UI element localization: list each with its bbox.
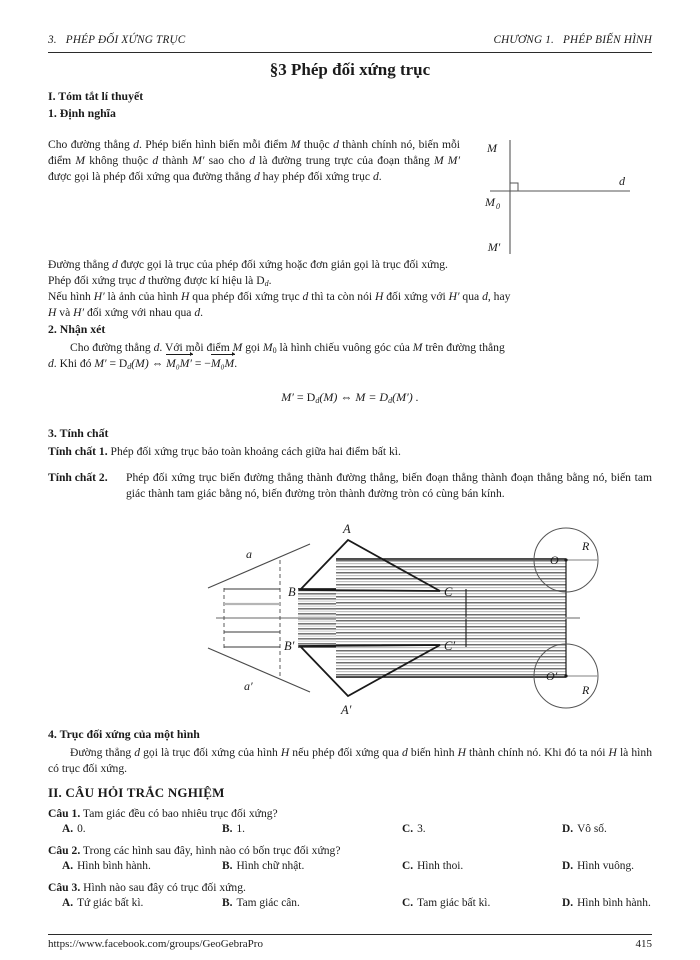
option-1-B-key: B. bbox=[222, 823, 233, 835]
rem-eq-dot: . bbox=[234, 357, 238, 370]
option-1-D-value: Vô số. bbox=[577, 823, 607, 835]
note2-sub: d bbox=[264, 279, 269, 288]
eq-p4: (M) ⇔ M = D bbox=[319, 390, 389, 404]
label-M0: M bbox=[485, 195, 495, 209]
heading-properties: 3. Tính chất bbox=[48, 426, 109, 440]
note2-t1: Phép đối xứng trục bbox=[48, 274, 140, 287]
question-1-text: Tam giác đều có bao nhiêu trục đối xứng? bbox=[82, 807, 278, 820]
property-1 bbox=[48, 444, 652, 460]
center-dot-O-prime bbox=[564, 674, 567, 677]
label-a: a bbox=[246, 547, 252, 561]
label-R-upper: R bbox=[582, 539, 590, 553]
rem-M0-sub: 0 bbox=[272, 346, 277, 355]
def-t11: . bbox=[378, 170, 382, 184]
def-d3: d bbox=[152, 154, 159, 168]
remark-line-2 bbox=[48, 356, 652, 375]
eq-p3: d bbox=[315, 396, 320, 405]
right-angle-marker bbox=[510, 183, 518, 191]
property-2-text: Phép đối xứng trục biến đường thẳng thành đường thẳng, biến đoạn thẳng thành đoạn thẳng bằng nó, biến tam giác thành tam giác bằng nó, biến đường tròn thành đường tròn có cùng bán kính. bbox=[126, 471, 652, 501]
note3-t1: Nếu hình bbox=[48, 290, 94, 303]
definition-paragraph bbox=[48, 137, 460, 186]
option-3-C[interactable] bbox=[402, 897, 562, 909]
option-1-D[interactable] bbox=[562, 823, 607, 835]
note-line-1 bbox=[48, 257, 652, 273]
def-d6: d bbox=[372, 170, 379, 184]
label-A-prime: A′ bbox=[341, 703, 352, 717]
heading-axis-of-symmetry: 4. Trục đối xứng của một hình bbox=[48, 727, 200, 741]
running-head-right: CHƯƠNG 1. PHÉP BIẾN HÌNH bbox=[493, 34, 652, 46]
label-M: M bbox=[487, 141, 497, 155]
def-M1: M bbox=[290, 138, 301, 151]
page-number: 415 bbox=[635, 938, 652, 950]
question-3-options bbox=[62, 897, 652, 909]
label-M0-subscript: 0 bbox=[496, 202, 500, 211]
ax-H3: H bbox=[608, 746, 617, 759]
ax-d: d bbox=[134, 746, 141, 759]
note3-d: d bbox=[302, 290, 309, 303]
property-1-text: Phép đối xứng trục bảo toàn khoảng cách giữa hai điểm bất kì. bbox=[110, 445, 401, 458]
definition-figure bbox=[472, 136, 652, 258]
option-2-A-key: A. bbox=[62, 860, 74, 872]
question-2 bbox=[48, 843, 340, 859]
note3-H2: H bbox=[374, 290, 384, 303]
label-O-prime: O′ bbox=[546, 669, 558, 683]
ax-t4: biến hình bbox=[407, 746, 458, 759]
note3-Hp: H′ bbox=[93, 290, 105, 303]
option-1-A-key: A. bbox=[62, 823, 74, 835]
def-MM: M M′ bbox=[433, 154, 460, 168]
note4-t2: đối xứng với nhau qua bbox=[84, 306, 195, 319]
rem-eq-eq2: = − bbox=[191, 357, 211, 370]
option-3-C-value: Tam giác bất kì. bbox=[417, 897, 491, 909]
label-B-prime: B′ bbox=[284, 639, 295, 653]
note4-H3: H bbox=[48, 306, 57, 319]
note4-t3: . bbox=[200, 306, 204, 319]
property-1-label: Tính chất 1. bbox=[48, 445, 108, 458]
label-a-prime: a′ bbox=[244, 679, 253, 693]
rem-eq-Mp: M′ bbox=[94, 357, 107, 370]
line-a-prime bbox=[208, 648, 310, 692]
note2-t2: thường được kí hiệu là D bbox=[145, 274, 265, 287]
question-3-text: Hình nào sau đây có trục đối xứng. bbox=[83, 881, 246, 894]
header-rule bbox=[48, 52, 652, 53]
def-d1: d bbox=[133, 138, 139, 151]
rem-M0: M bbox=[262, 341, 273, 354]
option-3-D[interactable] bbox=[562, 897, 651, 909]
rem-M2: M bbox=[412, 341, 423, 354]
option-2-D-key: D. bbox=[562, 860, 574, 872]
rem-t1: Cho đường thẳng bbox=[70, 341, 154, 354]
note3-t6: qua bbox=[459, 290, 483, 303]
def-d2: d bbox=[333, 138, 339, 151]
def-t6: thành bbox=[158, 154, 193, 168]
label-A: A bbox=[343, 522, 351, 536]
option-2-A[interactable] bbox=[62, 860, 222, 872]
option-3-C-key: C. bbox=[402, 897, 414, 909]
def-t7: sao cho bbox=[204, 154, 250, 168]
option-1-C-value: 3. bbox=[417, 823, 426, 835]
option-2-B-value: Hình chữ nhật. bbox=[236, 860, 305, 872]
label-d: d bbox=[619, 174, 625, 188]
def-t3: thuộc bbox=[300, 138, 334, 151]
label-M-prime: M′ bbox=[487, 240, 501, 254]
eq-p6: (M′) . bbox=[392, 390, 419, 404]
option-3-D-value: Hình bình hành. bbox=[577, 897, 651, 909]
property-2 bbox=[48, 470, 652, 503]
note2-t3: . bbox=[268, 274, 272, 287]
page-title: §3 Phép đối xứng trục bbox=[269, 60, 431, 79]
option-3-B[interactable] bbox=[222, 897, 402, 909]
question-3-label: Câu 3. bbox=[48, 881, 81, 894]
option-3-D-key: D. bbox=[562, 897, 574, 909]
note3-t7: , hay bbox=[487, 290, 511, 303]
option-1-B-value: 1. bbox=[236, 823, 245, 835]
def-Mp: M′ bbox=[192, 154, 205, 168]
note3-t5: đối xứng với bbox=[383, 290, 449, 303]
rem-t4: là hình chiếu vuông góc của bbox=[276, 341, 413, 354]
ax-d2: d bbox=[402, 746, 408, 759]
eq-p1: M′ bbox=[281, 390, 294, 404]
note-line-3 bbox=[48, 289, 652, 305]
def-t10: hay phép đối xứng trục bbox=[259, 170, 373, 184]
ax-t3: nếu phép đối xứng qua bbox=[289, 746, 403, 759]
def-t4: thành chính nó, biến mỗi điểm bbox=[48, 138, 460, 168]
note3-t2: là ảnh của hình bbox=[104, 290, 181, 303]
heading-definition: 1. Định nghĩa bbox=[48, 106, 116, 120]
axis-paragraph-line-1 bbox=[48, 745, 652, 777]
option-3-A-key: A. bbox=[62, 897, 74, 909]
ax-t5: thành chính nó. Khi đó ta nói bbox=[465, 746, 609, 759]
question-2-text: Trong các hình sau đây, hình nào có bốn trục đối xứng? bbox=[82, 844, 341, 857]
heading-remark: 2. Nhận xét bbox=[48, 322, 106, 336]
ax-H: H bbox=[280, 746, 290, 759]
note3-d2: d bbox=[482, 290, 488, 303]
option-2-D[interactable] bbox=[562, 860, 634, 872]
note1-d: d bbox=[111, 258, 118, 271]
eq-p2: = D bbox=[293, 390, 316, 404]
footer-url[interactable]: https://www.facebook.com/groups/GeoGebraPro bbox=[48, 938, 263, 950]
question-1-label: Câu 1. bbox=[48, 807, 81, 820]
ax-t2: gọi là trục đối xứng của hình bbox=[140, 746, 281, 759]
option-1-B[interactable] bbox=[222, 823, 402, 835]
def-d5: d bbox=[253, 170, 260, 184]
question-1-options bbox=[62, 823, 652, 835]
rem-vector-2: M₀M bbox=[210, 357, 235, 370]
rem-eq-iff: ⇔ bbox=[148, 357, 167, 370]
rem-vector-1: M₀M′ bbox=[166, 357, 192, 370]
option-1-D-key: D. bbox=[562, 823, 574, 835]
option-2-A-value: Hình bình hành. bbox=[77, 860, 151, 872]
note4-t1: và bbox=[56, 306, 74, 319]
rem-t2: . Với mỗi điểm bbox=[159, 341, 233, 354]
note3-H: H bbox=[180, 290, 190, 303]
def-d4: d bbox=[249, 154, 255, 168]
option-3-A[interactable] bbox=[62, 897, 222, 909]
rem-d: d bbox=[153, 341, 160, 354]
property-2-label: Tính chất 2. bbox=[48, 471, 108, 484]
ax-t6: là hình có trục đối xứng. bbox=[48, 746, 652, 776]
note2-d: d bbox=[139, 274, 146, 287]
option-1-C[interactable] bbox=[402, 823, 562, 835]
def-t8: là đường trung trực của đoạn thẳng bbox=[254, 154, 434, 168]
option-2-C-value: Hình thoi. bbox=[417, 860, 464, 872]
rem-t3: gọi bbox=[242, 341, 263, 354]
note3-t4: thì ta còn nói bbox=[308, 290, 375, 303]
option-1-A-value: 0. bbox=[77, 823, 86, 835]
ax-t1: Đường thẳng bbox=[70, 746, 135, 759]
label-C-prime: C′ bbox=[444, 639, 456, 653]
note1-t1: Đường thẳng bbox=[48, 258, 112, 271]
line-a bbox=[208, 544, 310, 588]
running-head-left: 3. PHÉP ĐỐI XỨNG TRỤC bbox=[48, 34, 186, 46]
option-2-D-value: Hình vuông. bbox=[577, 860, 635, 872]
option-2-B-key: B. bbox=[222, 860, 233, 872]
option-1-A[interactable] bbox=[62, 823, 222, 835]
option-1-C-key: C. bbox=[402, 823, 414, 835]
eq-p5: d bbox=[388, 396, 393, 405]
def-t5: không thuộc bbox=[85, 154, 153, 168]
rem-eq-M: (M) bbox=[131, 357, 149, 370]
label-B: B bbox=[288, 585, 296, 599]
question-2-options bbox=[62, 860, 652, 872]
label-R-lower: R bbox=[582, 683, 590, 697]
option-3-A-value: Tứ giác bất kì. bbox=[77, 897, 144, 909]
rem-eq-eq: = D bbox=[106, 357, 128, 370]
note3-t3: qua phép đối xứng trục bbox=[189, 290, 303, 303]
question-3 bbox=[48, 880, 246, 896]
note-line-4 bbox=[48, 305, 652, 321]
question-2-label: Câu 2. bbox=[48, 844, 81, 857]
ax-H2: H bbox=[457, 746, 466, 759]
page-footer bbox=[48, 938, 652, 950]
rem-M: M bbox=[232, 341, 243, 354]
center-dot-O bbox=[564, 558, 567, 561]
option-3-B-key: B. bbox=[222, 897, 233, 909]
rem-t5: trên đường thẳng bbox=[422, 341, 505, 354]
rem-t6: . Khi đó bbox=[53, 357, 95, 370]
option-2-B[interactable] bbox=[222, 860, 402, 872]
question-1 bbox=[48, 806, 278, 822]
heading-part-2: II. CÂU HỎI TRẮC NGHIỆM bbox=[48, 785, 225, 800]
footer-rule bbox=[48, 934, 652, 935]
label-C: C bbox=[444, 585, 453, 599]
note3-Hp2: H′ bbox=[448, 290, 460, 303]
note4-d3: d bbox=[194, 306, 201, 319]
display-equation bbox=[48, 390, 652, 405]
running-head bbox=[48, 34, 652, 46]
heading-part-1: I. Tóm tắt lí thuyết bbox=[48, 89, 144, 103]
def-t9: được gọi là phép đối xứng qua đường thẳng bbox=[48, 170, 254, 184]
rem-d2: d bbox=[48, 357, 54, 370]
note4-Hp3: H′ bbox=[73, 306, 85, 319]
option-2-C[interactable] bbox=[402, 860, 562, 872]
def-t1: Cho đường thẳng bbox=[48, 138, 134, 151]
def-M2: M bbox=[75, 154, 86, 168]
label-O: O bbox=[550, 553, 559, 567]
note1-t2: được gọi là trục của phép đối xứng hoặc đơn giản gọi là trục đối xứng. bbox=[117, 258, 448, 271]
option-3-B-value: Tam giác cân. bbox=[236, 897, 300, 909]
option-2-C-key: C. bbox=[402, 860, 414, 872]
symmetry-figure bbox=[180, 518, 600, 718]
def-t2: . Phép biến hình biến mỗi điểm bbox=[138, 138, 291, 151]
rem-eq-dsub: d bbox=[127, 362, 132, 371]
